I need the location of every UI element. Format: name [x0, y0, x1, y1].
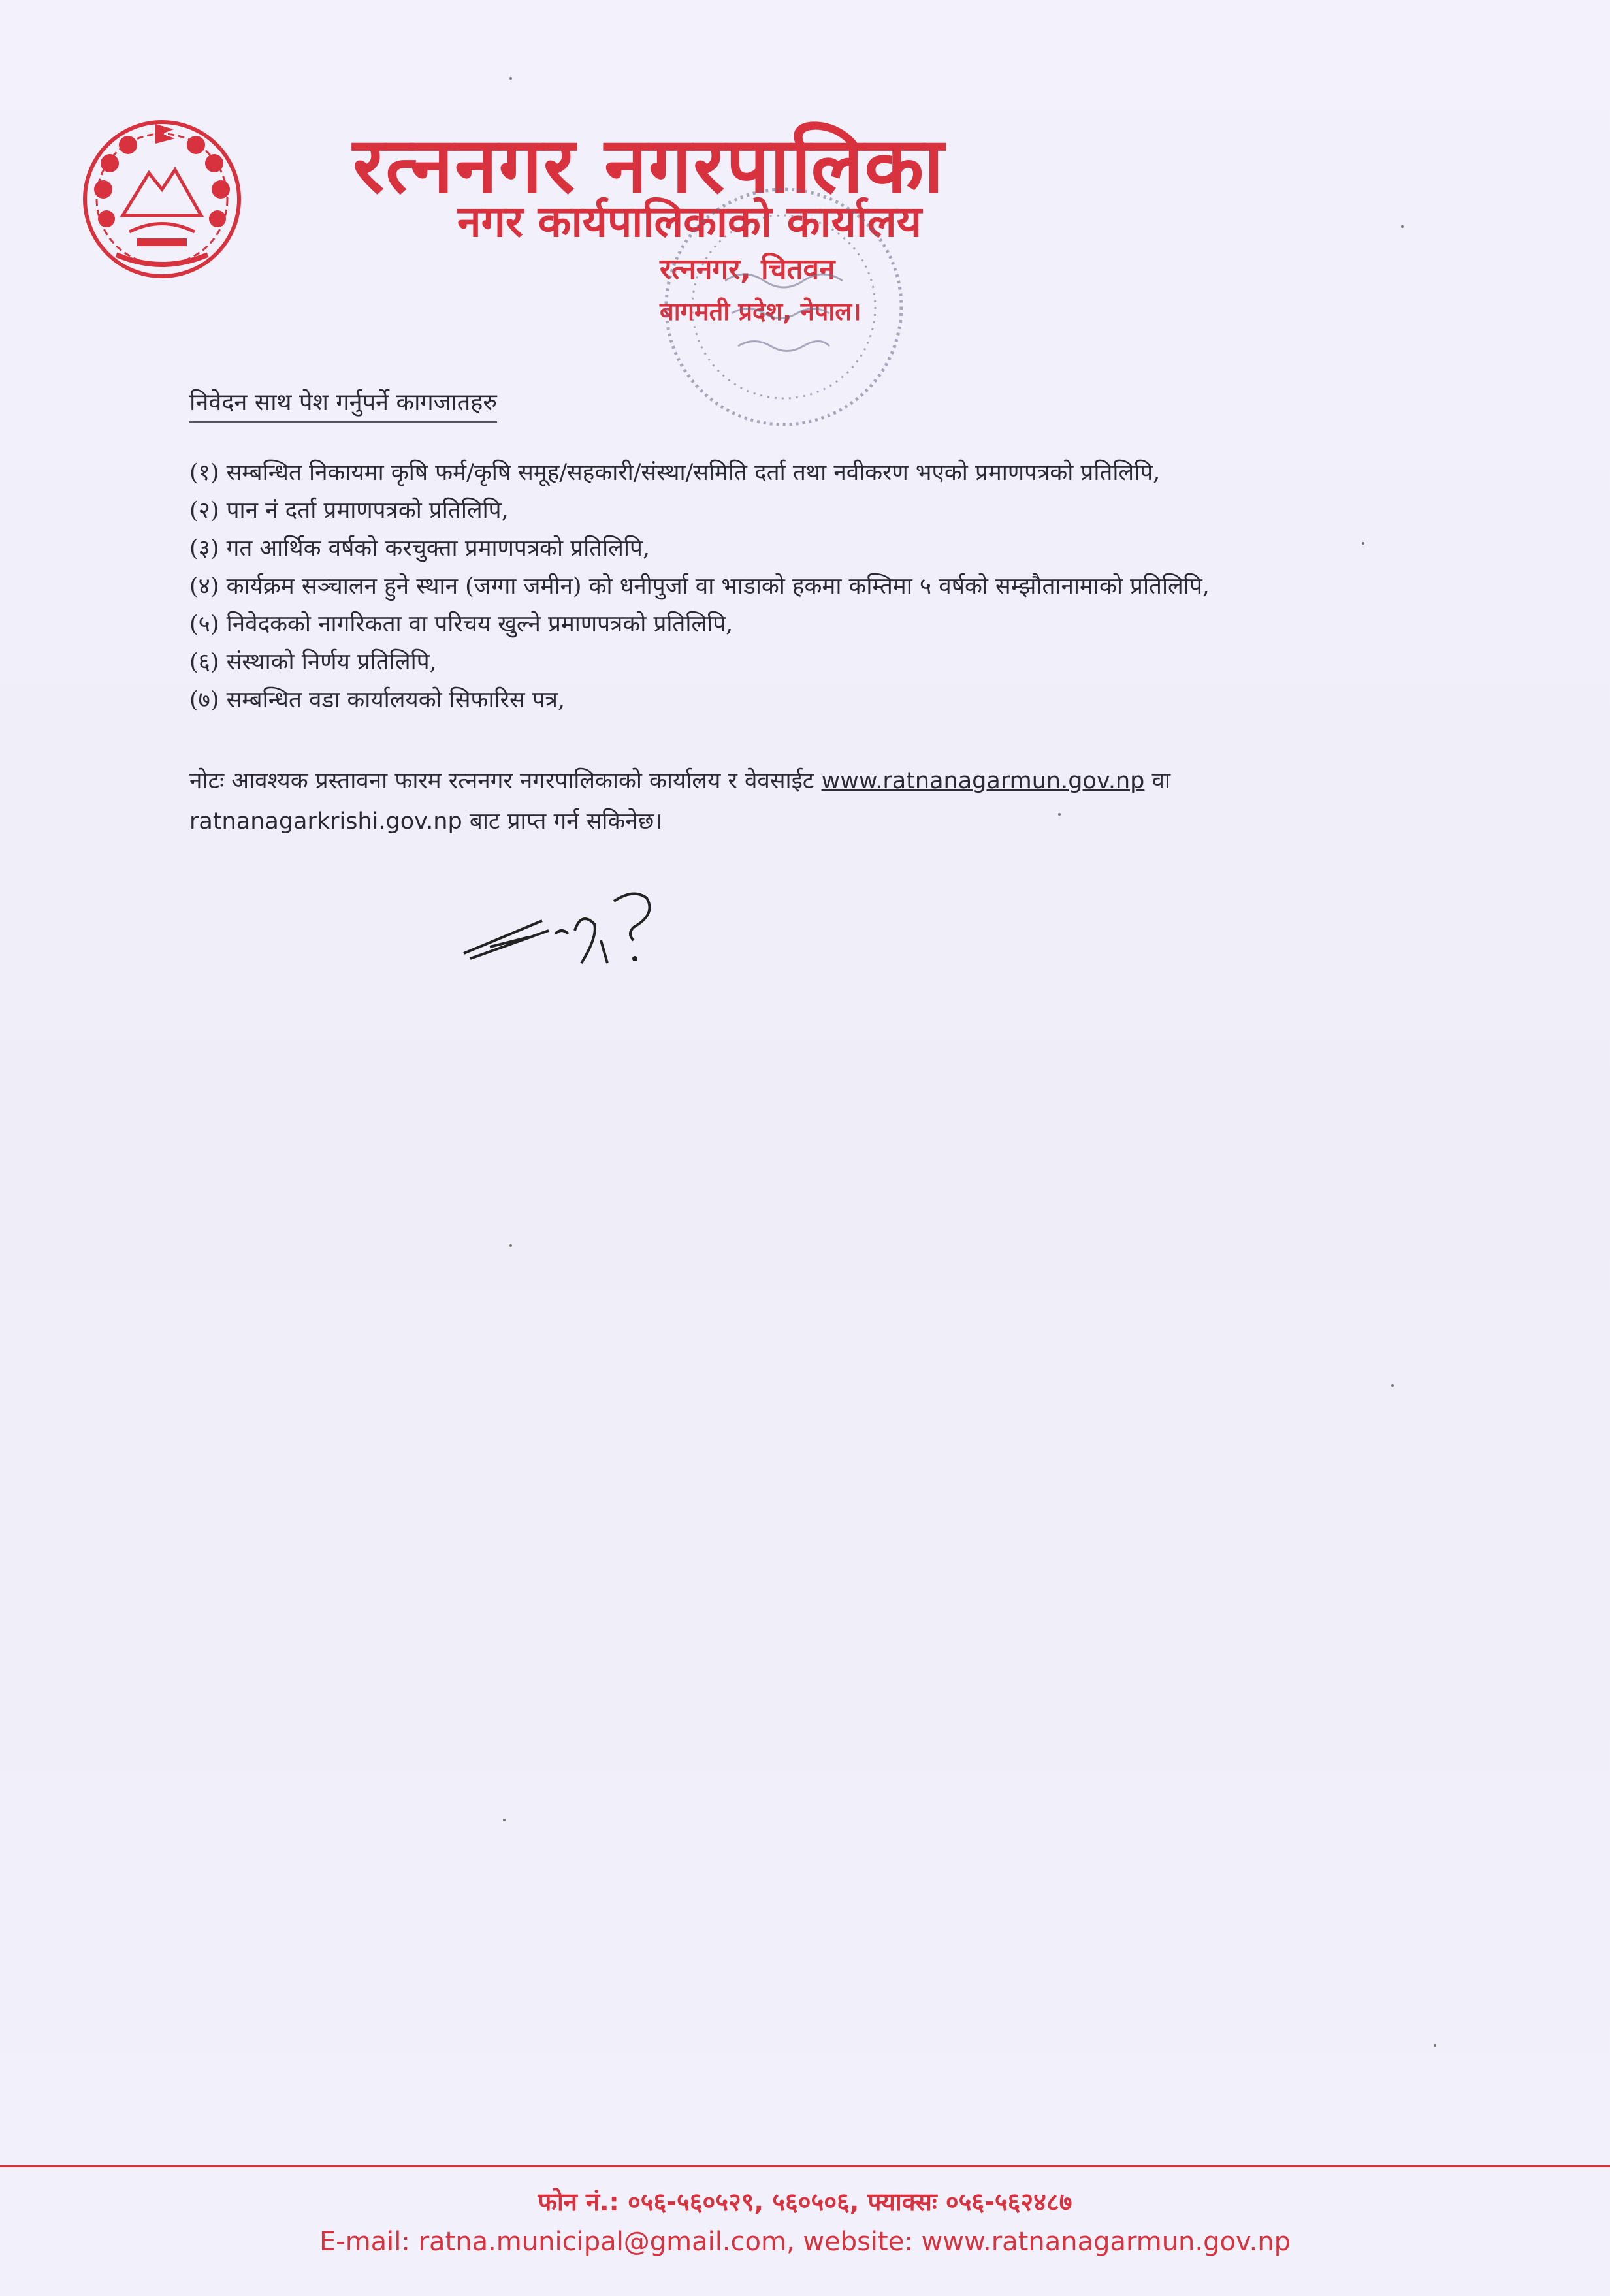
- footer-email: E-mail: ratna.municipal@gmail.com, website: www.ratnanagarmun.gov.np: [319, 2227, 1291, 2257]
- note-suffix: बाट प्राप्त गर्न सकिनेछ।: [469, 808, 663, 835]
- list-item: (७) सम्बन्धित वडा कार्यालयको सिफारिस पत्र,: [189, 687, 566, 713]
- list-item: (१) सम्बन्धित निकायमा कृषि फर्म/कृषि समूह/सहकारी/संस्था/समिति दर्ता तथा नवीकरण भएको प्रमाणपत्रको प्रतिलिपि,: [189, 460, 1161, 486]
- note-prefix: नोटः आवश्यक प्रस्तावना फारम रत्ननगर नगरपालिकाको कार्यालय र वेवसाईट: [189, 768, 814, 794]
- note-or: वा: [1151, 768, 1171, 794]
- list-item: (३) गत आर्थिक वर्षको करचुक्ता प्रमाणपत्रको प्रतिलिपि,: [189, 535, 650, 562]
- footer-contact: फोन नं.: ०५६-५६०५२९, ५६०५०६, फ्याक्सः ०५६-५६२४८७: [538, 2188, 1072, 2216]
- nepal-emblem-icon: [77, 111, 247, 281]
- office-address: रत्ननगर, चितवन: [660, 253, 835, 286]
- krishi-website: ratnanagarkrishi.gov.np: [189, 808, 462, 835]
- requirements-list: [189, 454, 1535, 719]
- office-province: बागमती प्रदेश, नेपाल।: [660, 297, 861, 326]
- list-item: (५) निवेदकको नागरिकता वा परिचय खुल्ने प्रमाणपत्रको प्रतिलिपि,: [189, 611, 733, 637]
- note-paragraph: [189, 761, 1522, 842]
- signature-icon: [451, 875, 712, 980]
- office-stamp-icon: [653, 176, 914, 438]
- office-subtitle: नगर कार्यपालिकाको कार्यालय: [457, 197, 922, 247]
- municipality-title: रत्ननगर नगरपालिका: [353, 120, 945, 210]
- website-link[interactable]: www.ratnanagarmun.gov.np: [821, 768, 1145, 794]
- list-item: (४) कार्यक्रम सञ्चालन हुने स्थान (जग्गा जमीन) को धनीपुर्जा वा भाडाको हकमा कम्तिमा ५ वर्षको सम्झौतानामाको प्रतिलिपि,: [189, 573, 1210, 599]
- documents-heading: निवेदन साथ पेश गर्नुपर्ने कागजातहरु: [189, 385, 497, 423]
- list-item: (२) पान नं दर्ता प्रमाणपत्रको प्रतिलिपि,: [189, 498, 509, 524]
- footer-divider: [0, 2165, 1610, 2167]
- list-item: (६) संस्थाको निर्णय प्रतिलिपि,: [189, 649, 437, 675]
